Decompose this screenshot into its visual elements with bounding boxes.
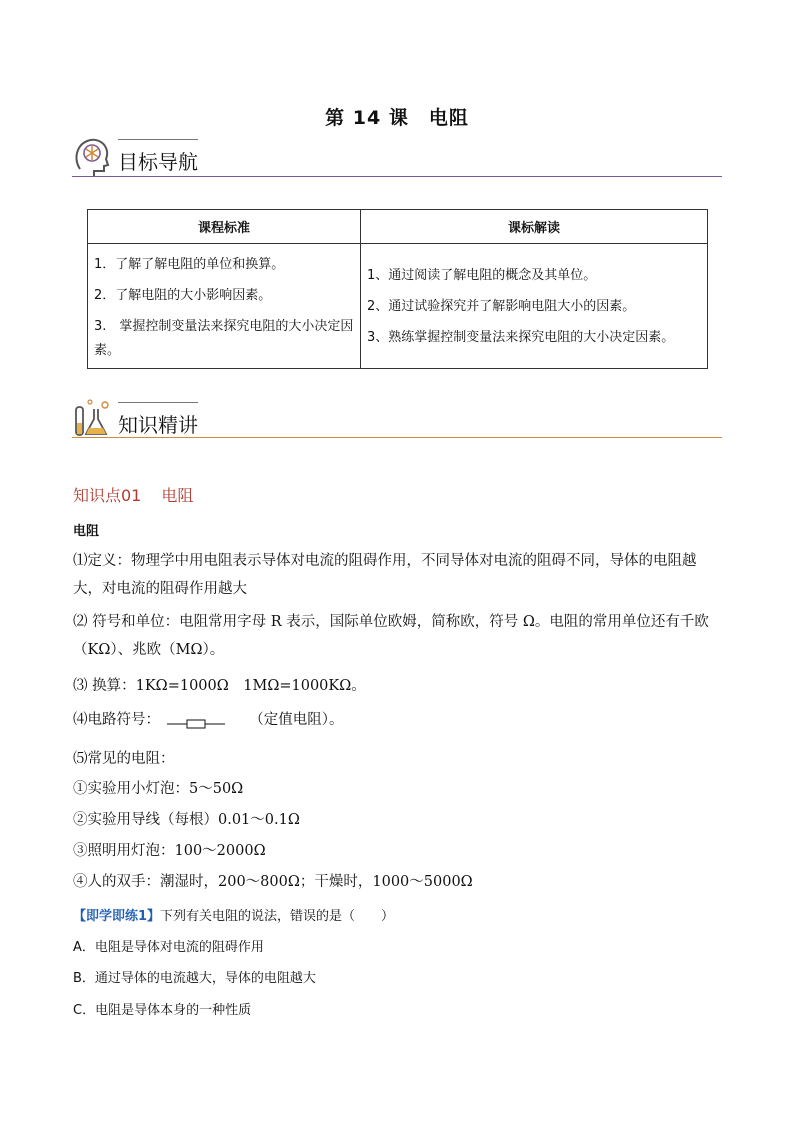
list-item: ④人的双手：潮湿时，200～800Ω；干燥时，1000～5000Ω: [73, 874, 473, 890]
table-header: 课标解读: [361, 210, 708, 244]
list-item: 3、熟练掌握控制变量法来探究电阻的大小决定因素。: [367, 329, 675, 345]
list-item: 2．了解电阻的大小影响因素。: [94, 288, 272, 303]
exercise-option: A．电阻是导体对电流的阻碍作用: [73, 940, 264, 955]
list-item: ①实验用小灯泡：5～50Ω: [73, 781, 244, 797]
circuit-symbol-label: ⑷电路符号：: [73, 712, 160, 728]
list-item: 3. 掌握控制变量法来探究电阻的大小决定因素。: [94, 319, 354, 358]
curriculum-table: [87, 209, 708, 369]
resistor-symbol-icon: [167, 713, 227, 727]
knowledge-point-name: 电阻: [161, 486, 194, 505]
section-divider: [72, 437, 722, 438]
fixed-resistor-note: （定值电阻）。: [249, 712, 344, 728]
list-item: ②实验用导线（每根）0.01～0.1Ω: [73, 812, 300, 828]
section-goal-nav-label: 目标导航: [118, 150, 198, 174]
list-item: 1．了解了解电阻的单位和换算。: [94, 257, 285, 272]
table-cell-interpretation: [361, 244, 708, 369]
paragraph-symbol-unit: ⑵ 符号和单位：电阻常用字母 R 表示，国际单位欧姆，简称欧，符号 Ω。电阻的常用单位还有千欧（KΩ）、兆欧（MΩ）。: [73, 614, 709, 658]
section-divider: [72, 176, 722, 177]
lab-flask-icon: [72, 397, 112, 439]
list-item: 1、通过阅读了解电阻的概念及其单位。: [367, 267, 597, 283]
paragraph-circuit-symbol: [73, 706, 473, 734]
page-title: 第 14 课 电阻: [325, 107, 469, 129]
section-knowledge-label: 知识精讲: [118, 413, 198, 437]
list-item: 2、通过试验探究并了解影响电阻大小的因素。: [367, 298, 636, 314]
table-header: 课程标准: [88, 210, 361, 244]
list-item: ③照明用灯泡：100～2000Ω: [73, 843, 266, 859]
paragraph-common-resistance: ⑸常见的电阻：: [73, 751, 175, 767]
exercise-question-text: 下列有关电阻的说法，错误的是（ ）: [160, 909, 395, 924]
exercise-option: B．通过导体的电流越大，导体的电阻越大: [73, 971, 316, 986]
knowledge-point-number: 知识点01: [73, 486, 142, 505]
header-decoration-line: [118, 402, 198, 403]
paragraph-definition: ⑴定义：物理学中用电阻表示导体对电流的阻碍作用，不同导体对电流的阻碍不同，导体的电阻越大，对电流的阻碍作用越大: [73, 553, 697, 597]
exercise-option: C．电阻是导体本身的一种性质: [73, 1003, 252, 1018]
exercise-question: [73, 905, 394, 924]
table-cell-standards: [88, 244, 361, 369]
subheading: 电阻: [73, 524, 100, 539]
exercise-tag: 【即学即练1】: [73, 909, 161, 924]
knowledge-point-heading: [73, 483, 193, 506]
brain-head-icon: [72, 135, 112, 177]
header-decoration-line: [118, 139, 198, 140]
paragraph-conversion: ⑶ 换算：1KΩ=1000Ω 1MΩ=1000KΩ。: [73, 678, 366, 694]
